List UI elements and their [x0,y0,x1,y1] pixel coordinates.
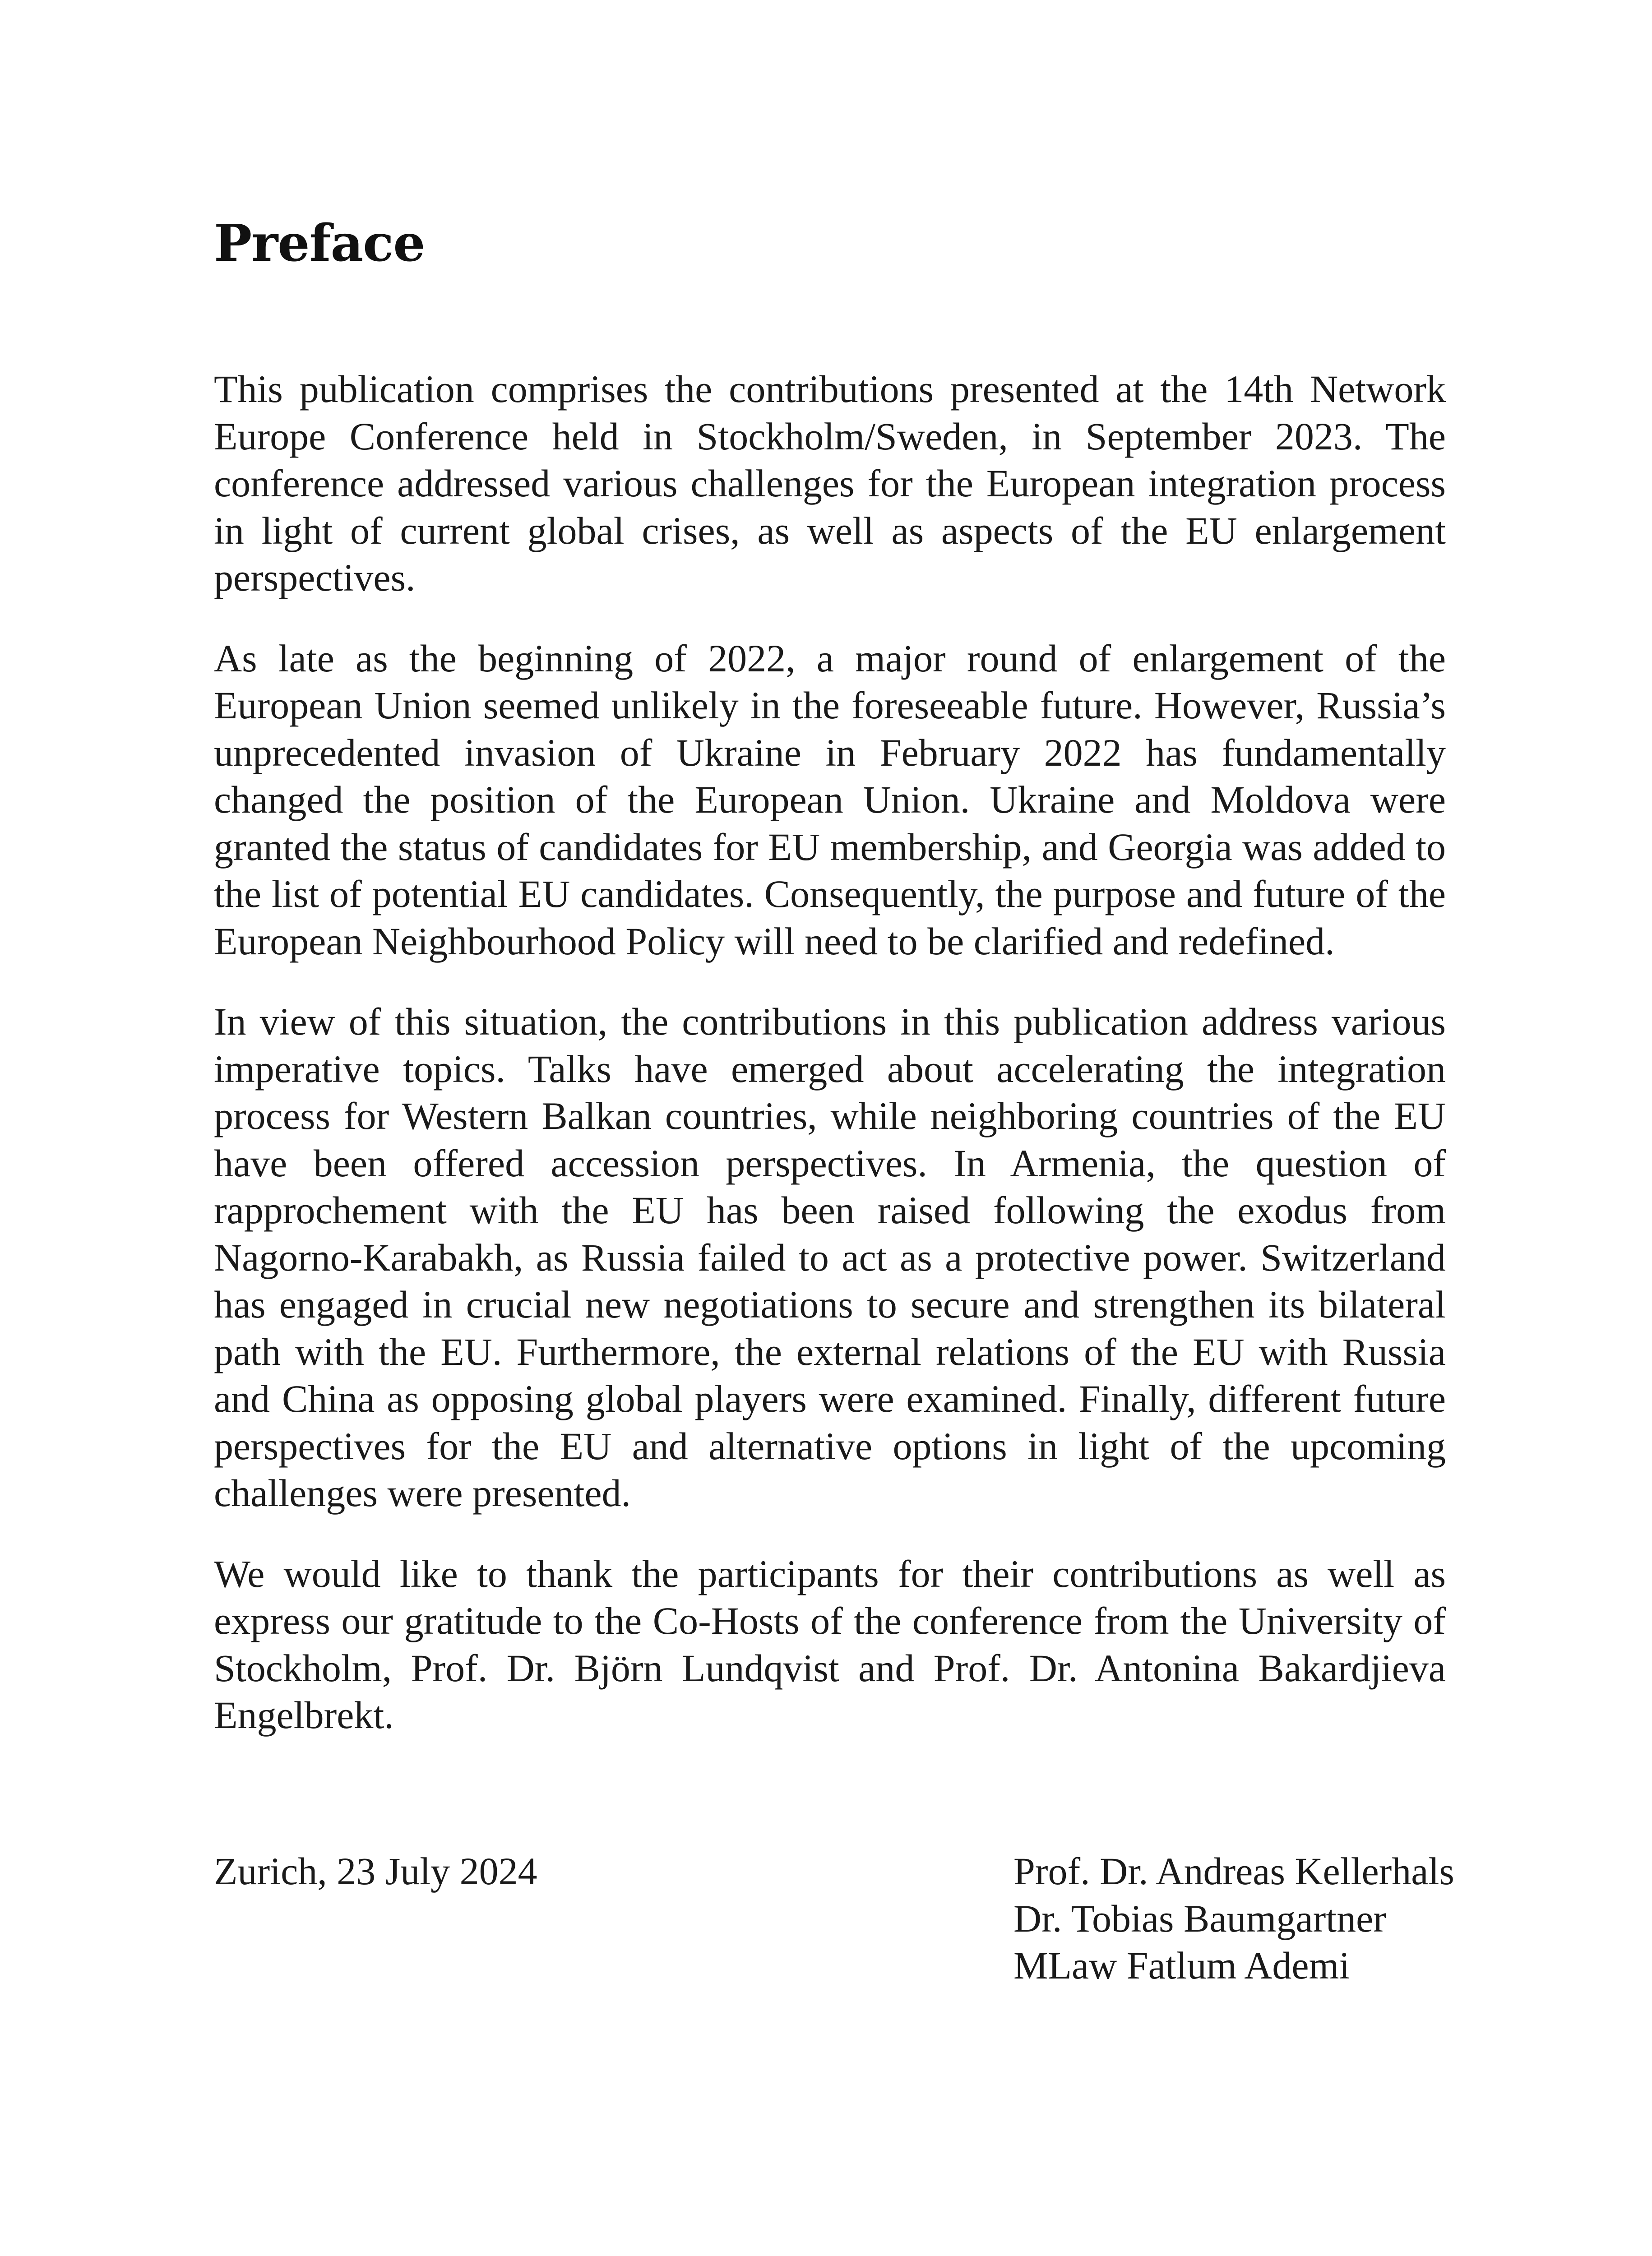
paragraph-2: As late as the beginning of 2022, a major round of enlargement of the European Union seemed unlikely in the foreseeable future. However, Russia’s unprecedented invasion of Ukraine in February 2022 has fundamentally changed the position of the European Union. Ukraine and Moldova were granted the status of candidates for EU membership, and Georgia was added to the list of potential EU candidates. Consequently, the purpose and future of the European Neighbourhood Policy will need to be clarified and redefined. [214,636,1446,963]
paragraph-1: This publication comprises the contributions presented at the 14th Network Europe Conference held in Stockholm/Sweden, in September 2023. The conference addressed various challenges for the European integration process in light of current global crises, as well as aspects of the EU enlargement perspectives. [214,367,1446,599]
signature-block [214,1848,1454,2001]
page-title: Preface [214,214,425,273]
signatory-name: Prof. Dr. Andreas Kellerhals [1013,1849,1454,1893]
place-and-date: Zurich, 23 July 2024 [214,1849,537,1893]
signatory-name: MLaw Fatlum Ademi [1013,1944,1350,1987]
signatory-list [1013,1848,1454,1989]
paragraph-3: In view of this situation, the contributions in this publication address various imperative topics. Talks have emerged about accelerating the integration process for Western Balkan countries, while neighboring countries of the EU have been offered accession perspectives. In Armenia, the question of rapprochement with the EU has been raised following the exodus from Nagorno-Karabakh, as Russia failed to act as a protective power. Switzerland has engaged in crucial new negotiations to secure and strengthen its bilateral path with the EU. Furthermore, the external relations of the EU with Russia and China as opposing global players were examined. Finally, different future perspectives for the EU and alternative options in light of the upcoming challenges were presented. [214,1000,1446,1515]
paragraph-4: We would like to thank the participants for their contributions as well as express our gratitude to the Co-Hosts of the conference from the University of Stockholm, Prof. Dr. Björn Lundqvist and Prof. Dr. Antonina Bakardjieva Engelbrekt. [214,1552,1446,1737]
preface-body [214,365,1446,1772]
signatory-name: Dr. Tobias Baumgartner [1013,1896,1386,1940]
